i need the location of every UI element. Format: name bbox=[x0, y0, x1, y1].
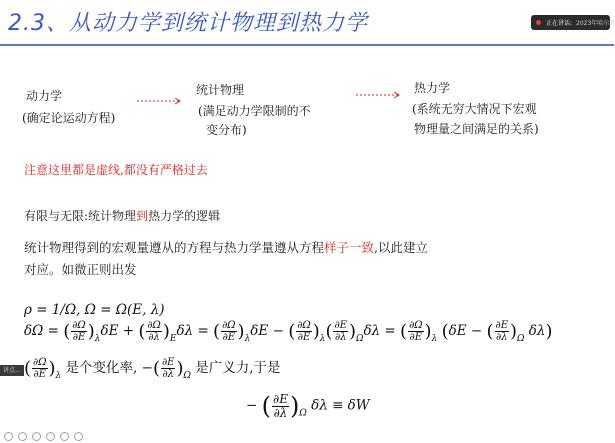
control-circle-icon[interactable] bbox=[60, 432, 69, 441]
control-circle-icon[interactable] bbox=[32, 432, 41, 441]
density-equation: ρ = 1/Ω, Ω = Ω(E, λ) bbox=[24, 302, 165, 318]
section-highlight: 到 bbox=[136, 209, 149, 223]
speaking-indicator bbox=[531, 15, 615, 30]
dynamics-label: 动力学 bbox=[26, 89, 63, 103]
force-text: 是广义力,于是 bbox=[195, 360, 281, 376]
statistical-detail-line1: (满足动力学限制的不 bbox=[198, 104, 311, 118]
work-rhs: δλ ≡ δW bbox=[311, 397, 370, 414]
title-divider bbox=[0, 44, 614, 46]
slide-controls bbox=[4, 432, 83, 441]
statistical-detail-line2: 变分布) bbox=[206, 123, 247, 137]
control-circle-icon[interactable] bbox=[18, 432, 27, 441]
paragraph-part1: 统计物理得到的宏观量遵从的方程与热力学量遵从方程 bbox=[24, 240, 325, 255]
slide-title: 2.3、从动力学到统计物理到热力学 bbox=[8, 11, 368, 36]
work-equation: − ( $\frac{\partial E}{\partial\lambda}$ )$_\Omega$ δλ ≡ δW bbox=[246, 391, 370, 420]
paragraph-line1 bbox=[24, 240, 428, 256]
rate-explanation: ( $\frac{\partial\Omega}{\partial E}$ )$_\lambda$ 是个变化率, −( $\frac{\partial E}{\partial\lambda}$ )$_\Omega$ 是广义力,于是 bbox=[24, 357, 281, 381]
thermo-label: 热力学 bbox=[414, 81, 451, 95]
section-heading bbox=[24, 208, 220, 224]
thermo-detail-line2: 物理量之间满足的关系) bbox=[414, 122, 539, 136]
meeting-name: 2023年哈尔滨 bbox=[576, 20, 615, 27]
dynamics-detail: (确定论运动方程) bbox=[22, 111, 116, 125]
dashed-arrow-icon bbox=[356, 90, 404, 100]
control-circle-icon[interactable] bbox=[46, 432, 55, 441]
speaker-dot-icon bbox=[536, 20, 541, 25]
control-circle-icon[interactable] bbox=[74, 432, 83, 441]
differential-equation: δΩ = ( $\frac{\partial\Omega}{\partial E}$ )$_\lambda\delta E$ + ( $\frac{\partial\Omega}{\partial\lambda}$ )$_E\delta\lambda$ = ( $\frac{\partial\Omega}{\partial E}$ )$_\lambda\delta E$ − ( $\frac{\partial\Omega}{\partial E}$ )$_\lambda$( $\frac{\partial E}{\partial\lambda}$ )$_\Omega\delta\lambda$ = ( $\frac{\partial\Omega}{\partial E}$ )$_\lambda$ (δE − ( $\frac{\partial E}{\partial\lambda}$ )$_\Omega$ δλ) bbox=[24, 320, 553, 344]
dashed-arrow-icon bbox=[137, 96, 185, 106]
rate-text: 是个变化率, bbox=[65, 360, 138, 376]
paragraph-part2: ,以此建立 bbox=[374, 240, 429, 255]
control-circle-icon[interactable] bbox=[4, 432, 13, 441]
thermo-detail-line1: (系统无穷大情况下宏观 bbox=[412, 102, 537, 116]
paragraph-highlight: 样子一致 bbox=[324, 240, 375, 255]
statistical-label: 统计物理 bbox=[196, 83, 245, 97]
speaking-status: 正在讲话: bbox=[546, 20, 573, 27]
section-suffix: 热力学的逻辑 bbox=[148, 209, 221, 223]
side-panel-label[interactable]: 讲点… bbox=[0, 365, 24, 376]
section-prefix: 有限与无限:统计物理 bbox=[24, 209, 137, 223]
warning-note: 注意这里都是虚线,都没有严格过去 bbox=[24, 163, 208, 177]
paragraph-line2: 对应。如微正则出发 bbox=[24, 262, 137, 277]
